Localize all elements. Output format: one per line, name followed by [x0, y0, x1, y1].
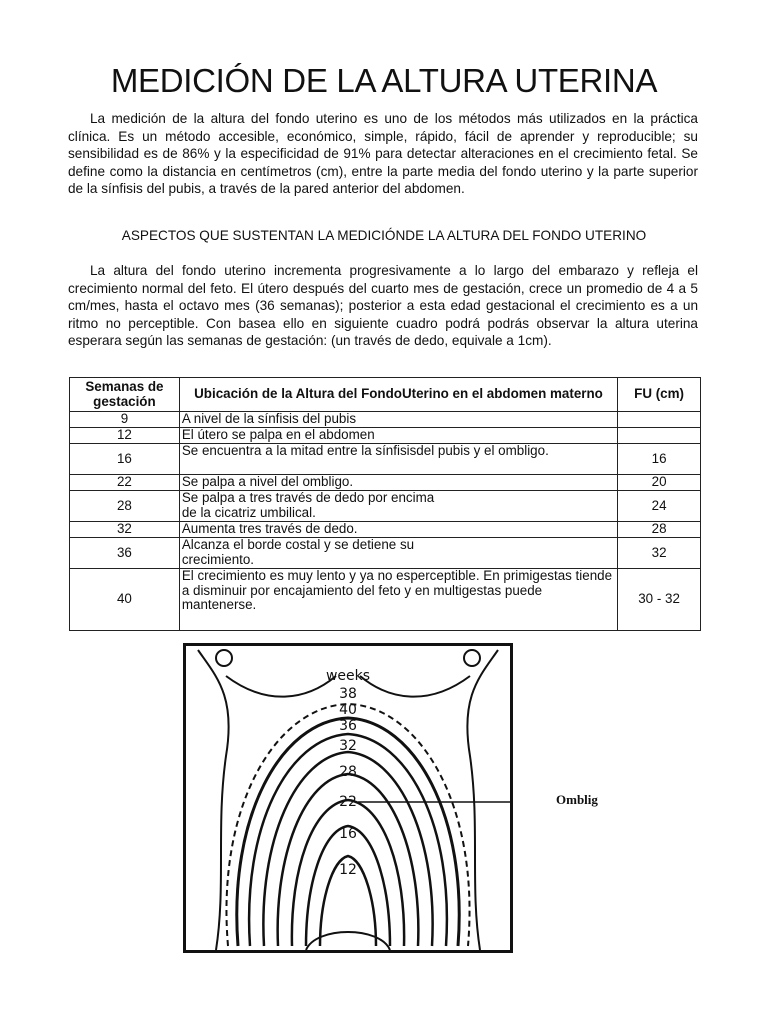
table-row — [70, 428, 701, 444]
table-row — [70, 475, 701, 491]
header-weeks: Semanas de gestación — [70, 378, 180, 412]
cell-weeks: 9 — [70, 412, 180, 428]
cell-fu: 24 — [618, 491, 701, 522]
growth-paragraph: La altura del fondo uterino incrementa progresivamente a lo largo del embarazo y refleja el crecimiento normal del feto. El útero después del cuarto mes de gestación, crece un promedio de 4 a 5 cm/mes, hasta el octavo mes (36 semanas); posterior a esta edad gestacional el crecimiento es a un ritmo no perceptible. Con basea ello en siguiente cuadro podrá podrás observar la altura uterina esperara según las semanas de gestación: (un través de dedo, equivale a 1cm). — [68, 263, 698, 348]
cell-location: A nivel de la sínfisis del pubis — [179, 412, 617, 428]
intro-paragraph: La medición de la altura del fondo uterino es uno de los métodos más utilizados en la práctica clínica. Es un método accesible, económico, simple, rápido, fácil de aprender y reproducible; su sensibilidad es de 86% y la especificidad de 91% para detectar alteraciones en el crecimiento fetal. Se define como la distancia en centímetros (cm), entre la parte media del fondo uterino y la parte superior de la sínfisis del pubis, a través de la pared anterior del abdomen. — [68, 111, 698, 196]
contour-label: 12 — [339, 862, 357, 878]
cell-fu: 20 — [618, 475, 701, 491]
header-fu: FU (cm) — [618, 378, 701, 412]
cell-weeks: 16 — [70, 444, 180, 475]
cell-fu — [618, 412, 701, 428]
cell-fu: 16 — [618, 444, 701, 475]
cell-location: Se palpa a nivel del ombligo. — [179, 475, 617, 491]
cell-weeks: 40 — [70, 569, 180, 631]
contour-label-group — [326, 668, 370, 878]
navel-callout: Omblig — [556, 792, 598, 807]
cell-location: Se palpa a tres través de dedo por encima de la cicatriz umbilical. — [179, 491, 617, 522]
contour-label: 22 — [339, 794, 357, 810]
cell-location: Se encuentra a la mitad entre la sínfisisdel pubis y el ombligo. — [179, 444, 617, 475]
cell-weeks: 28 — [70, 491, 180, 522]
table-row — [70, 444, 701, 475]
contour-label: 28 — [339, 764, 357, 780]
cell-fu: 30 - 32 — [618, 569, 701, 631]
table-row — [70, 491, 701, 522]
fundal-height-illustration — [183, 643, 513, 953]
cell-weeks: 22 — [70, 475, 180, 491]
table-row — [70, 569, 701, 631]
header-location: Ubicación de la Altura del FondoUterino en el abdomen materno — [179, 378, 617, 412]
weeks-label: weeks — [325, 668, 371, 684]
cell-weeks: 36 — [70, 538, 180, 569]
section-heading: ASPECTOS QUE SUSTENTAN LA MEDICIÓNDE LA ALTURA DEL FONDO UTERINO — [121, 228, 647, 243]
cell-weeks: 12 — [70, 428, 180, 444]
contour-label: 32 — [339, 738, 357, 754]
contour-label: 40 — [339, 702, 357, 718]
cell-location: Aumenta tres través de dedo. — [179, 522, 617, 538]
table-row — [70, 412, 701, 428]
cell-weeks: 32 — [70, 522, 180, 538]
cell-location: El útero se palpa en el abdomen — [179, 428, 617, 444]
cell-fu: 32 — [618, 538, 701, 569]
contour-label: 36 — [339, 718, 357, 734]
cell-location: Alcanza el borde costal y se detiene su crecimiento. — [179, 538, 617, 569]
fundal-height-table — [69, 377, 701, 631]
contour-label: 16 — [339, 826, 357, 842]
cell-fu: 28 — [618, 522, 701, 538]
contour-label: 38 — [339, 686, 357, 702]
table-row — [70, 522, 701, 538]
table-header-row — [70, 378, 701, 412]
abdomen-diagram — [186, 646, 510, 950]
table-row — [70, 538, 701, 569]
page-title: MEDICIÓN DE LA ALTURA UTERINA — [110, 62, 658, 99]
cell-location: El crecimiento es muy lento y ya no esperceptible. En primigestas tiende a disminuir por encajamiento del feto y en multigestas puede mantenerse. — [179, 569, 617, 631]
cell-fu — [618, 428, 701, 444]
